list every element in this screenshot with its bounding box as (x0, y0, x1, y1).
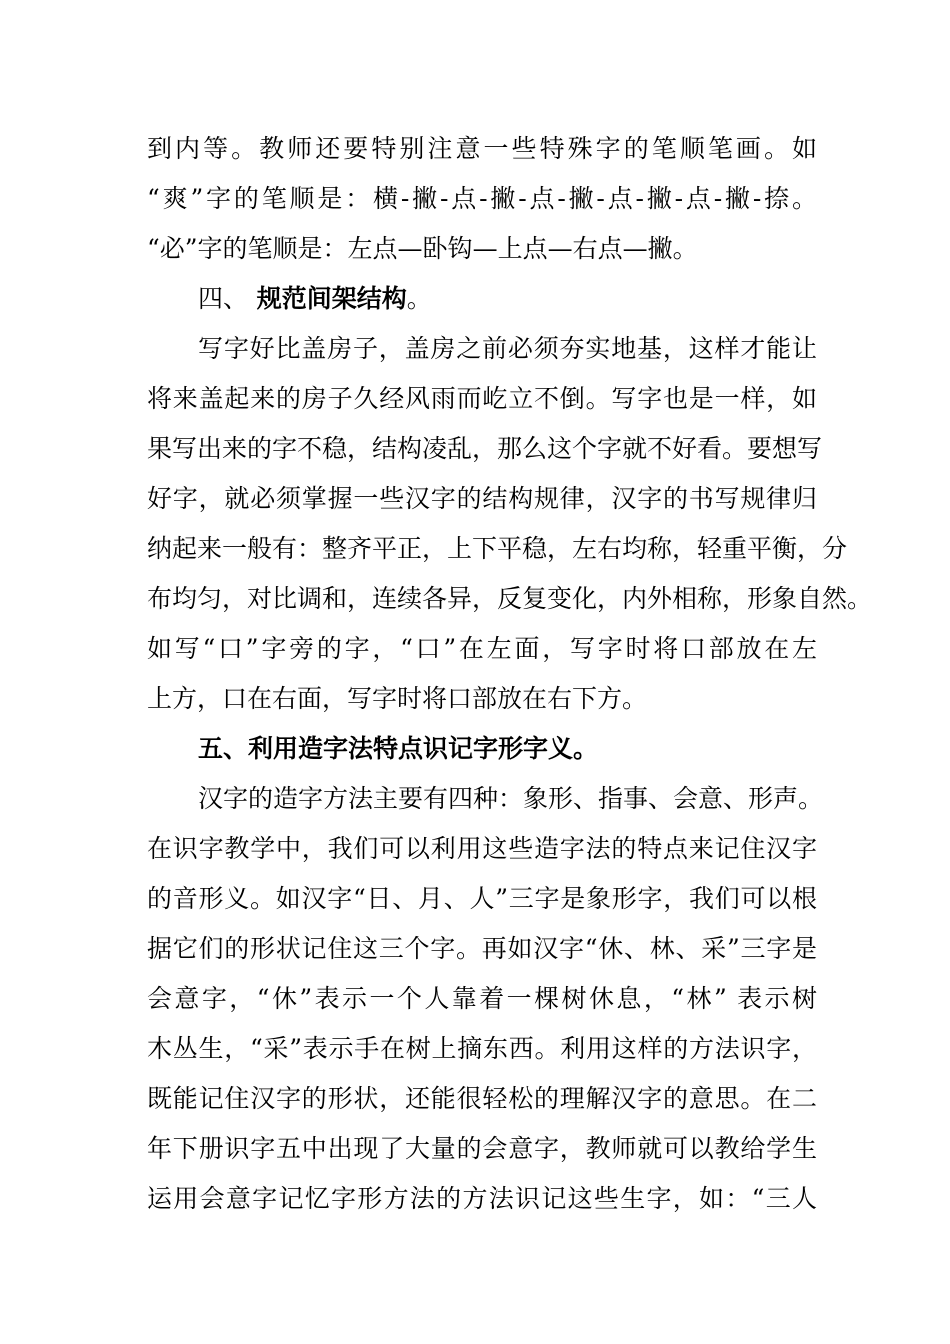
paragraph-line: 据它们的形状记住这三个字。再如汉字“休、林、采”三字是 (147, 934, 817, 963)
paragraph-line: 在识字教学中，我们可以利用这些造字法的特点来记住汉字 (147, 834, 817, 863)
paragraph-line: “爽”字的笔顺是：横-撇-点-撇-点-撇-点-撇-点-撇-捺。 (147, 184, 817, 213)
paragraph-line: 布均匀，对比调和，连续各异，反复变化，内外相称，形象自然。 (147, 584, 873, 613)
paragraph-line: 的音形义。如汉字“日、月、人”三字是象形字，我们可以根 (147, 884, 817, 913)
heading-number: 四、 (198, 284, 249, 313)
heading-period: 。 (406, 284, 432, 313)
paragraph-line: “必”字的笔顺是：左点—卧钩—上点—右点—撇。 (147, 234, 698, 263)
paragraph-line: 将来盖起来的房子久经风雨而屹立不倒。写字也是一样，如 (147, 384, 817, 413)
section-heading-5: 五、利用造字法特点识记字形字义。 (198, 734, 599, 763)
paragraph-line: 写字好比盖房子，盖房之前必须夯实地基，这样才能让 (198, 334, 817, 363)
paragraph-line: 既能记住汉字的形状，还能很轻松的理解汉字的意思。在二 (147, 1084, 817, 1113)
paragraph-line: 会意字，“休”表示一个人靠着一棵树休息，“林” 表示树 (147, 984, 817, 1013)
paragraph-line: 木丛生，“采”表示手在树上摘东西。利用这样的方法识字， (147, 1034, 817, 1063)
paragraph-line: 如写“口”字旁的字，“口”在左面，写字时将口部放在左 (147, 634, 817, 663)
paragraph-line: 果写出来的字不稳，结构凌乱，那么这个字就不好看。要想写 (147, 434, 823, 463)
paragraph-line: 好字，就必须掌握一些汉字的结构规律，汉字的书写规律归 (147, 484, 817, 513)
paragraph-line: 到内等。教师还要特别注意一些特殊字的笔顺笔画。如 (147, 134, 817, 163)
paragraph-line: 汉字的造字方法主要有四种：象形、指事、会意、形声。 (198, 784, 824, 813)
paragraph-line: 纳起来一般有：整齐平正，上下平稳，左右均称，轻重平衡，分 (147, 534, 848, 563)
document-page (147, 124, 873, 1224)
section-heading-4 (147, 274, 817, 324)
heading-title: 规范间架结构 (256, 284, 407, 313)
paragraph-line: 上方，口在右面，写字时将口部放在右下方。 (147, 684, 648, 713)
paragraph-line: 年下册识字五中出现了大量的会意字，教师就可以教给学生 (147, 1134, 817, 1163)
paragraph-line: 运用会意字记忆字形方法的方法识记这些生字，如：“三人 (147, 1184, 817, 1213)
